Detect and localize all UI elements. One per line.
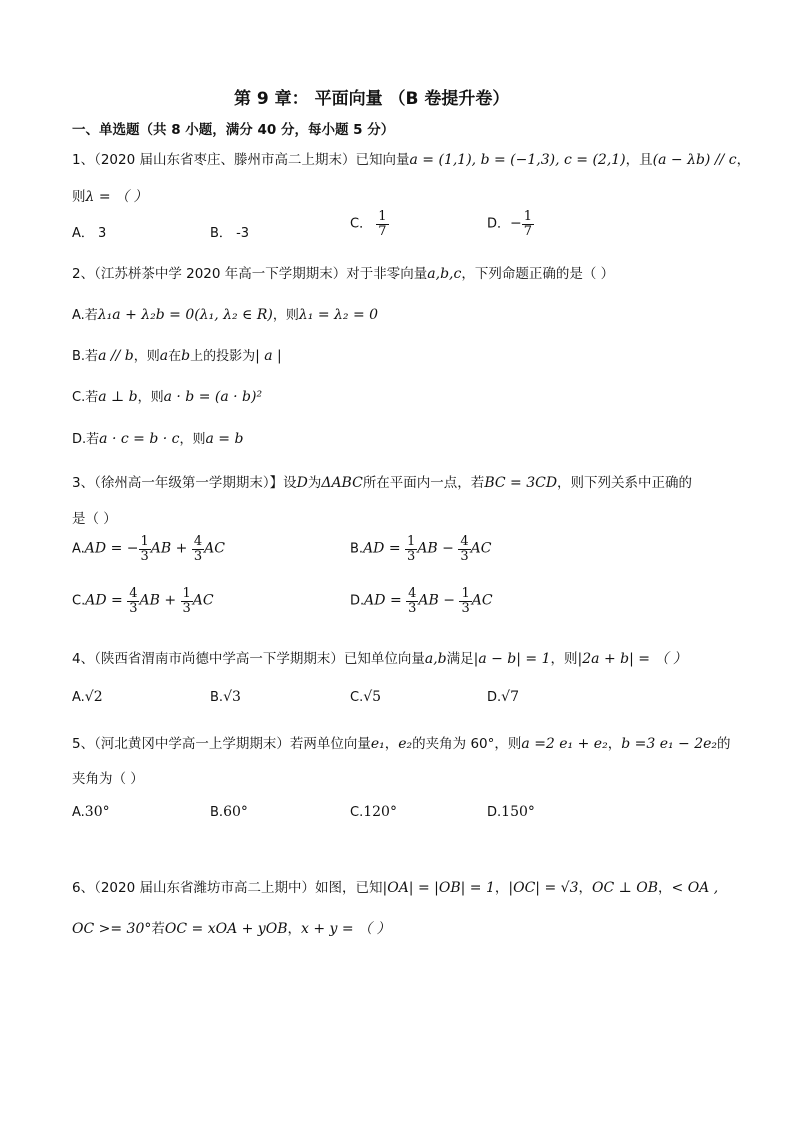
text-fragment: B.	[350, 541, 364, 557]
text-fragment: ，	[658, 880, 672, 896]
q1-option-d	[487, 210, 534, 238]
text-fragment: a,b	[424, 651, 447, 667]
text-fragment: a · b = (a · b)²	[163, 389, 263, 405]
fraction	[181, 587, 193, 615]
text-fragment: a · c = b · c	[99, 431, 180, 447]
text-fragment: 4	[129, 586, 138, 601]
question-1	[72, 148, 750, 168]
text-fragment: ，则	[133, 349, 160, 364]
text-fragment: 3	[193, 548, 203, 564]
fraction	[458, 535, 470, 563]
q1-condition: (a − λb) // c	[652, 152, 737, 168]
fraction	[459, 587, 471, 615]
text-fragment: AB −	[418, 592, 460, 609]
fraction	[127, 587, 139, 615]
fraction	[405, 535, 417, 563]
question-1-line2	[72, 185, 147, 206]
text-fragment: ，则	[179, 432, 206, 447]
text-fragment: √5	[363, 689, 382, 705]
text-fragment: 120°	[363, 804, 397, 820]
option-value: -3	[236, 226, 250, 241]
question-2	[72, 262, 614, 282]
text-fragment: 3	[182, 600, 191, 616]
text-fragment: D.	[487, 805, 502, 820]
text-fragment: |OC| = √3	[508, 880, 579, 896]
text-fragment: AD = −	[84, 540, 139, 557]
text-fragment: AB −	[417, 540, 459, 557]
page-title: 第 9 章： 平面向量 （B 卷提升卷）	[234, 89, 510, 109]
text-fragment: AC	[471, 592, 493, 609]
text-fragment: 3、（徐州高一年级第一学期期末）】设	[72, 475, 297, 491]
text-fragment: 的夹角为 60°，则	[412, 736, 522, 752]
q5-option-c	[350, 804, 397, 820]
text-fragment: AB +	[139, 592, 181, 609]
q1-option-a	[72, 222, 106, 241]
text-fragment: A.	[72, 805, 85, 820]
text-fragment: λ₁a + λ₂b = 0(λ₁, λ₂ ∈ R)	[97, 307, 273, 323]
text-fragment: 60°	[223, 804, 248, 820]
text-fragment: 在	[168, 349, 182, 364]
q3-option-a	[72, 535, 225, 563]
text-fragment: A.	[72, 541, 85, 557]
option-label: D．	[487, 216, 511, 232]
text-fragment: C.若	[72, 390, 99, 405]
fraction	[406, 587, 418, 615]
text-fragment: 1	[378, 209, 387, 224]
q2-option-a	[72, 304, 378, 323]
text-fragment: 的	[717, 736, 731, 752]
q1-text3: ，	[736, 152, 751, 168]
text-fragment: 3	[407, 548, 416, 564]
text-fragment: ，	[494, 880, 509, 896]
text-fragment: 为	[307, 475, 322, 491]
text-fragment: x + y = （ ）	[300, 921, 391, 937]
q2-vectors: a,b,c	[427, 266, 462, 282]
option-value: 3	[98, 226, 107, 241]
text-fragment: OC >= 30°	[72, 921, 152, 937]
fraction	[376, 210, 388, 238]
text-fragment: AC	[192, 592, 214, 609]
text-fragment: 6、（2020 届山东省潍坊市高二上期中）如图，已知	[72, 880, 383, 896]
text-fragment: D.	[350, 593, 365, 609]
text-fragment: 1	[523, 209, 533, 224]
q1-vectors: a = (1,1), b = (−1,3), c = (2,1)	[409, 152, 626, 168]
text-fragment: a // b	[98, 348, 134, 364]
section-heading: 一、单选题（共 8 小题，满分 40 分，每小题 5 分）	[72, 122, 395, 138]
q3-option-b	[350, 535, 491, 563]
question-5-line2: 夹角为（ ）	[72, 771, 144, 787]
text-fragment: 若	[151, 921, 165, 937]
text-fragment: 4	[193, 534, 203, 549]
q1-lambda: λ = （ ）	[85, 189, 148, 205]
text-fragment: 3	[129, 600, 138, 616]
text-fragment: 7	[523, 223, 533, 239]
text-fragment: ，则	[272, 308, 299, 323]
question-6	[72, 876, 718, 896]
text-fragment: √7	[501, 689, 519, 705]
text-fragment: |OA| = |OB| = 1	[382, 880, 495, 896]
text-fragment: 5、（河北黄冈中学高一上学期期末）若两单位向量	[72, 736, 371, 752]
q2-option-c	[72, 386, 262, 405]
question-5	[72, 732, 731, 752]
text-fragment: √3	[223, 689, 241, 705]
text-fragment: 4	[460, 534, 469, 549]
text-fragment: ，	[607, 736, 622, 752]
text-fragment: a ⊥ b	[98, 389, 138, 405]
text-fragment: D	[296, 475, 308, 491]
text-fragment: AD =	[85, 592, 128, 609]
text-fragment: 1	[407, 534, 416, 549]
q5-option-b	[210, 804, 248, 820]
q1-line2: 则	[72, 189, 86, 205]
q2-option-b	[72, 345, 282, 364]
option-label: A．	[72, 226, 94, 241]
question-3-line2: 是（ ）	[72, 511, 117, 527]
text-fragment: C.	[72, 593, 86, 609]
text-fragment: ，	[578, 880, 592, 896]
text-fragment: 1	[461, 586, 470, 601]
text-fragment: 1	[140, 534, 149, 549]
q2-text: 2、（江苏栟茶中学 2020 年高一下学期期末）对于非零向量	[72, 266, 428, 282]
question-3	[72, 471, 692, 491]
text-fragment: 3	[408, 600, 417, 616]
text-fragment: 150°	[501, 804, 535, 820]
text-fragment: 7	[378, 223, 387, 239]
text-fragment: 1	[182, 586, 191, 601]
text-fragment: OC = xOA + yOB	[164, 921, 288, 937]
q1-option-c	[350, 210, 389, 238]
text-fragment: AB +	[150, 540, 192, 557]
q1-text2: ，且	[625, 152, 653, 168]
minus-sign: −	[510, 215, 522, 232]
text-fragment: A.若	[72, 308, 98, 323]
text-fragment: AD =	[363, 540, 406, 557]
text-fragment: | a |	[255, 348, 282, 364]
q3-option-d	[350, 587, 493, 615]
text-fragment: e₁	[370, 736, 385, 752]
option-label: B．	[210, 226, 232, 241]
fraction	[192, 535, 204, 563]
text-fragment: √2	[84, 689, 103, 705]
text-fragment: a =2 e₁ + e₂	[521, 736, 608, 752]
q2-option-d	[72, 428, 243, 447]
text-fragment: C.	[350, 805, 364, 820]
fraction	[522, 210, 534, 238]
text-fragment: B.若	[72, 349, 99, 364]
q4-option-d	[487, 689, 519, 705]
text-fragment: D.若	[72, 432, 100, 447]
text-fragment: λ₁ = λ₂ = 0	[298, 307, 379, 323]
text-fragment: 上的投影为	[190, 349, 256, 364]
text-fragment: BC = 3CD	[484, 475, 558, 491]
text-fragment: ，则下列关系中正确的	[557, 475, 693, 491]
text-fragment: 4	[408, 586, 417, 601]
q3-option-c	[72, 587, 214, 615]
text-fragment: D.	[487, 690, 502, 705]
text-fragment: AC	[204, 540, 225, 557]
text-fragment: ，	[384, 736, 399, 752]
q4-option-c	[350, 689, 381, 705]
text-fragment: 3	[460, 548, 469, 564]
question-4	[72, 647, 687, 668]
q1-text: 1、（2020 届山东省枣庄、滕州市高二上期末）已知向量	[72, 152, 410, 168]
text-fragment: B.	[210, 690, 224, 705]
text-fragment: < OA ,	[671, 880, 719, 896]
text-fragment: a = b	[205, 431, 244, 447]
q4-option-b	[210, 689, 241, 705]
text-fragment: 满足	[446, 651, 474, 667]
text-fragment: 3	[140, 548, 149, 564]
q5-option-d	[487, 804, 535, 820]
text-fragment: OC ⊥ OB	[591, 880, 659, 896]
text-fragment: 所在平面内一点，若	[362, 475, 485, 491]
text-fragment: 3	[461, 600, 470, 616]
q2-text2: ，下列命题正确的是（ ）	[461, 266, 615, 282]
text-fragment: |2a + b| = （ ）	[577, 651, 687, 667]
option-label: C．	[350, 216, 373, 232]
text-fragment: ，	[287, 921, 301, 937]
text-fragment: b	[181, 348, 191, 364]
text-fragment: a	[159, 348, 169, 364]
text-fragment: AD =	[364, 592, 407, 609]
text-fragment: ΔABC	[321, 475, 363, 491]
text-fragment: 30°	[84, 804, 110, 820]
text-fragment: e₂	[398, 736, 413, 752]
text-fragment: AC	[470, 540, 492, 557]
fraction	[139, 535, 151, 563]
text-fragment: B.	[210, 805, 224, 820]
text-fragment: ，则	[137, 390, 164, 405]
text-fragment: C.	[350, 690, 364, 705]
text-fragment: 4、（陕西省渭南市尚德中学高一下学期期末）已知单位向量	[72, 651, 425, 667]
question-6-line2	[72, 917, 391, 938]
text-fragment: |a − b| = 1	[473, 651, 551, 667]
q5-option-a	[72, 804, 110, 820]
q1-option-b	[210, 222, 249, 241]
text-fragment: A.	[72, 690, 85, 705]
q4-option-a	[72, 689, 103, 705]
text-fragment: ，则	[550, 651, 578, 667]
text-fragment: b =3 e₁ − 2e₂	[621, 736, 718, 752]
